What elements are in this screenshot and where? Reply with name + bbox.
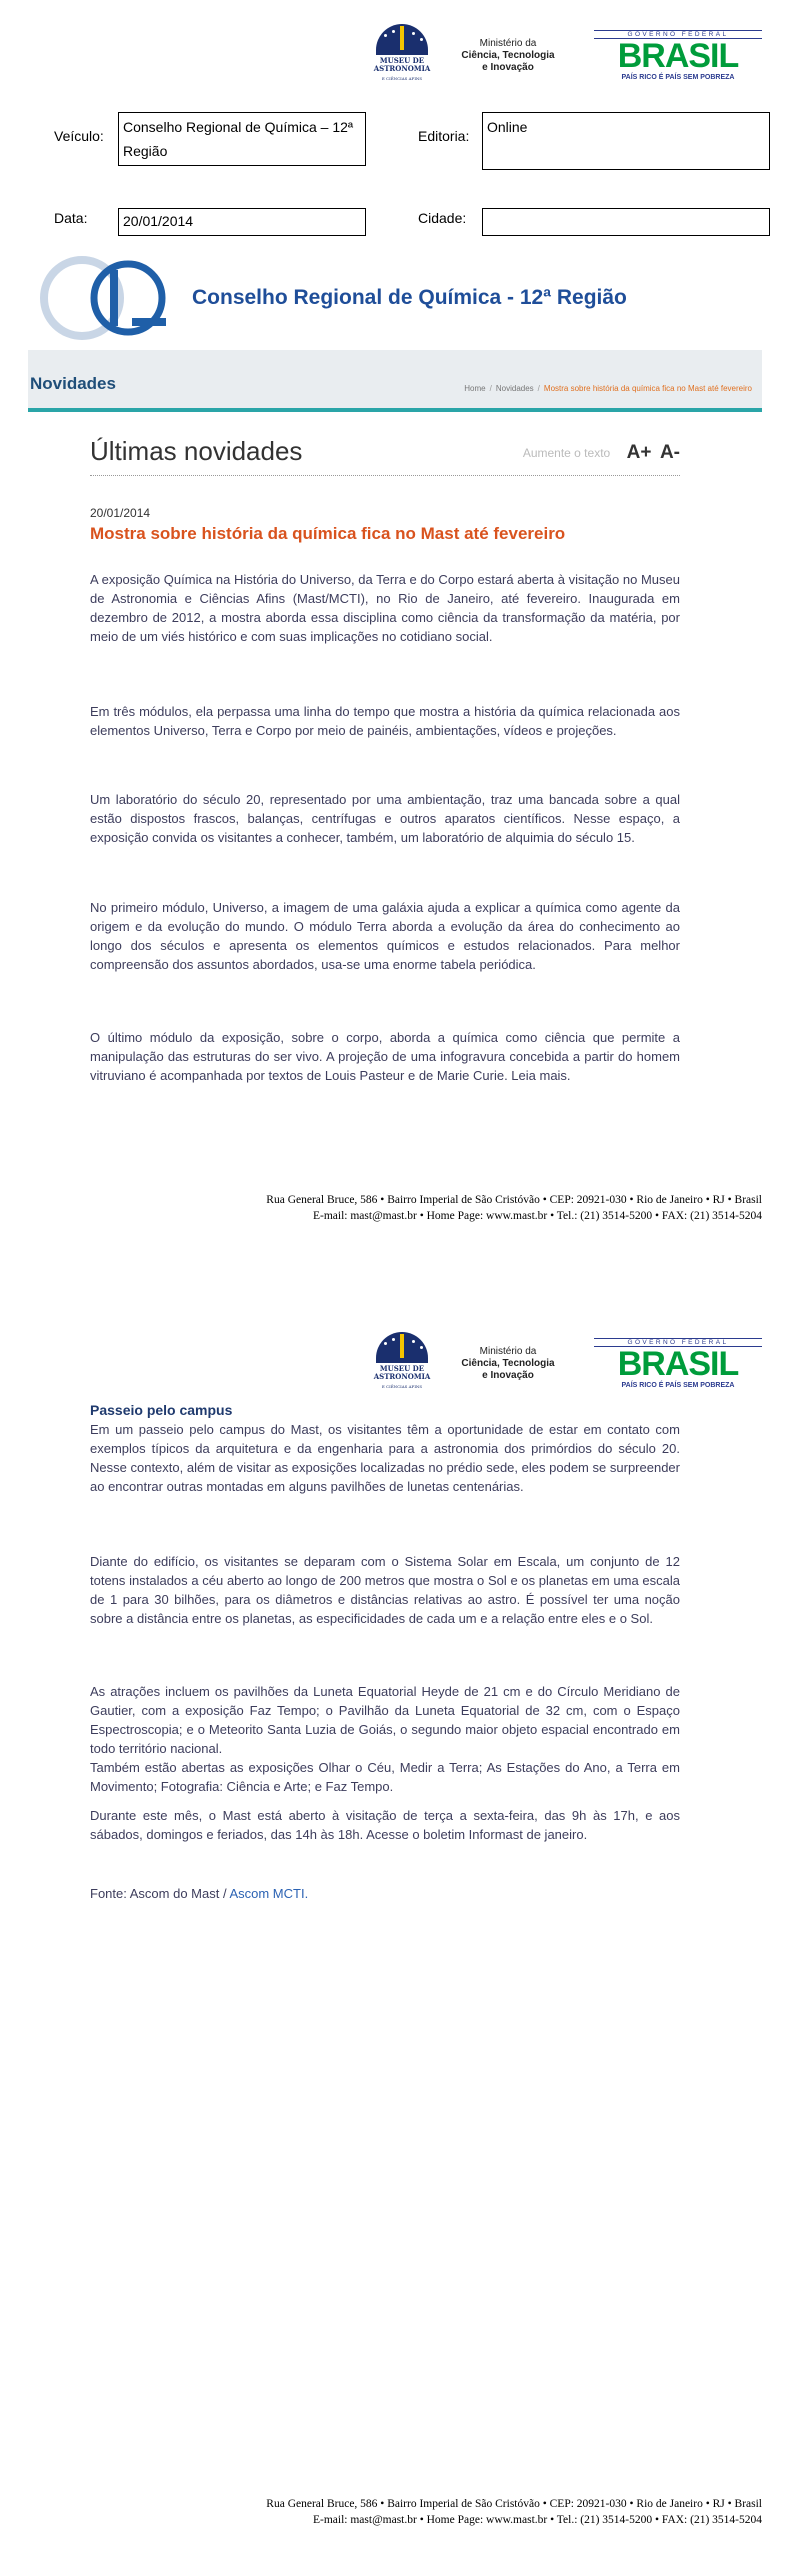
gov-brasil-logo (594, 30, 762, 82)
gov-slogan: PAÍS RICO É PAÍS SEM POBREZA (621, 74, 735, 81)
ministry-line-1: Ministério da (479, 1346, 537, 1357)
article-paragraph: O último módulo da exposição, sobre o corpo, aborda a química como ciência que permite a manipulação das estruturas do ser vivo. A projeção de uma infogravura concebida a partir do homem vitruviano é acompanhada por textos de Louis Pasteur e de Marie Curie. Leia mais. (90, 1030, 680, 1083)
breadcrumb-novidades[interactable]: Novidades (495, 384, 534, 393)
mast-name: MUSEU DE ASTRONOMIA (373, 1364, 431, 1381)
section-bar (28, 350, 762, 412)
data-label: Data: (54, 210, 88, 226)
article-paragraph: Um laboratório do século 20, representado por uma ambientação, traz uma bancada sobre a qual estão dispostos frascos, balanças, centrífugas e outros aparatos científicos. Nesse espaço, a exposição convida os visitantes a conhecer, também, um laboratório de alquimia do século 15. (90, 792, 680, 845)
veiculo-label: Veículo: (54, 128, 104, 144)
breadcrumb: Home / Novidades / Mostra sobre história da química fica no Mast até fevereiro (464, 384, 752, 393)
observatory-dome-icon (376, 1332, 428, 1358)
article-paragraph: As atrações incluem os pavilhões da Luneta Equatorial Heyde de 21 cm e do Círculo Meridiano de Gautier, com a exposição Faz Tempo; o Pavilhão da Luneta Equatorial de 32 cm, com o Espaço Espectroscopia; e o Meteorito Santa Luzia de Goiás, o segundo maior objeto espacial encontrado em todo território nacional. (90, 1684, 680, 1756)
source-line (90, 1884, 680, 1903)
footer (162, 1192, 762, 1224)
article-paragraph: Diante do edifício, os visitantes se deparam com o Sistema Solar em Escala, um conjunto de 12 totens instalados a céu aberto ao longo de 200 metros que mostra o Sol e os planetas em uma escala de 1 para 30 bilhões, para os diâmetros e distâncias relativas ao astro. É possível ter uma noção sobre a distância entre os planetas, as especificidades de cada um e a relação entre eles e o Sol. (90, 1554, 680, 1626)
source-label: Fonte: Ascom do Mast / (90, 1886, 227, 1901)
section-title: Novidades (30, 374, 116, 393)
font-size-controls (523, 442, 680, 464)
mast-logo (370, 24, 434, 86)
mast-logo (370, 1332, 434, 1394)
ministry-line-2: Ciência, Tecnologia (461, 1358, 555, 1369)
article-paragraph: A exposição Química na História do Universo, da Terra e do Corpo estará aberta à visitação no Museu de Astronomia e Ciências Afins (Mast/MCTI), no Rio de Janeiro, até fevereiro. Inaugurada em dezembro de 2012, a mostra aborda essa disciplina como ciência da transformação da matéria, por meio de um viés histórico e com suas implicações no cotidiano social. (90, 572, 680, 644)
gov-top-text: GOVERNO FEDERAL (594, 1338, 762, 1347)
crq-logo-icon (40, 256, 170, 340)
page-title: Últimas novidades (90, 436, 303, 466)
ministry-logo (454, 1346, 562, 1382)
increase-font-button[interactable]: A+ (626, 442, 652, 463)
gov-brasil-word: BRASIL (594, 39, 762, 73)
gov-slogan: PAÍS RICO É PAÍS SEM POBREZA (621, 1382, 735, 1389)
source-link[interactable]: Ascom MCTI. (229, 1886, 309, 1901)
cidade-field[interactable] (482, 208, 770, 236)
breadcrumb-current: Mostra sobre história da química fica no Mast até fevereiro (543, 384, 752, 393)
section-heading: Passeio pelo campus (90, 1402, 233, 1418)
footer-address: Rua General Bruce, 586 • Bairro Imperial de São Cristóvão • CEP: 20921-030 • Rio de Janeiro • RJ • Brasil (266, 1194, 762, 1206)
editoria-label: Editoria: (418, 128, 470, 144)
article-paragraph: Também estão abertas as exposições Olhar o Céu, Medir a Terra; As Estações do Ano, a Terra em Movimento; Fotografia: Ciência e Arte; e Faz Tempo. (90, 1760, 680, 1794)
article-paragraph: No primeiro módulo, Universo, a imagem de uma galáxia ajuda a explicar a química como agente da origem e da evolução do mundo. O módulo Terra aborda a evolução da área do conhecimento ao longo dos séculos e apresenta os elementos químicos e estudos relacionados. Para melhor compreensão dos assuntos abordados, usa-se uma enorme tabela periódica. (90, 900, 680, 972)
footer-address: Rua General Bruce, 586 • Bairro Imperial de São Cristóvão • CEP: 20921-030 • Rio de Janeiro • RJ • Brasil (266, 2498, 762, 2510)
article-paragraph: Durante este mês, o Mast está aberto à visitação de terça a sexta-feira, das 9h às 17h, e aos sábados, domingos e feriados, das 14h às 18h. Acesse o boletim Informast de janeiro. (90, 1808, 680, 1842)
article-title: Mostra sobre história da química fica no Mast até fevereiro (90, 524, 566, 543)
mast-subtitle: E CIÊNCIAS AFINS (381, 76, 423, 81)
veiculo-field[interactable]: Conselho Regional de Química – 12ª Região (118, 112, 366, 166)
ministry-logo (454, 38, 562, 74)
mast-name: MUSEU DE ASTRONOMIA (373, 56, 431, 73)
ministry-line-1: Ministério da (479, 38, 537, 49)
footer-contact: E-mail: mast@mast.br • Home Page: www.mast.br • Tel.: (21) 3514-5200 • FAX: (21) 3514-5204 (312, 1210, 762, 1222)
header-logos (370, 1332, 770, 1394)
font-size-label: Aumente o texto (522, 446, 611, 460)
article-date: 20/01/2014 (90, 506, 151, 520)
decrease-font-button[interactable]: A- (659, 442, 680, 463)
gov-brasil-word: BRASIL (594, 1347, 762, 1381)
data-field[interactable]: 20/01/2014 (118, 208, 366, 236)
page-2 (0, 1278, 800, 2556)
article-paragraph: Em um passeio pelo campus do Mast, os visitantes têm a oportunidade de estar em contato com exemplos típicos da arquitetura e da engenharia para a astronomia dos primórdios do século 20. Nesse contexto, além de visitar as exposições localizadas no prédio sede, eles podem se surpreender ao encontrar outras montadas em alguns pavilhões de lunetas centenárias. (90, 1422, 680, 1494)
ministry-line-3: e Inovação (482, 1370, 534, 1381)
editoria-field[interactable]: Online (482, 112, 770, 170)
gov-brasil-logo (594, 1338, 762, 1390)
observatory-dome-icon (376, 24, 428, 50)
mast-subtitle: E CIÊNCIAS AFINS (381, 1384, 423, 1389)
breadcrumb-home[interactable]: Home (464, 384, 486, 393)
cidade-label: Cidade: (418, 210, 467, 226)
footer-contact: E-mail: mast@mast.br • Home Page: www.mast.br • Tel.: (21) 3514-5200 • FAX: (21) 3514-5204 (312, 2514, 762, 2526)
site-title: Conselho Regional de Química - 12ª Região (192, 286, 627, 309)
article-header (90, 430, 680, 476)
ministry-line-3: e Inovação (482, 62, 534, 73)
ministry-line-2: Ciência, Tecnologia (461, 50, 555, 61)
footer (162, 2496, 762, 2528)
article-paragraph: Em três módulos, ela perpassa uma linha do tempo que mostra a história da química relacionada aos elementos Universo, Terra e Corpo por meio de painéis, ambientações, vídeos e projeções. (90, 704, 680, 738)
gov-top-text: GOVERNO FEDERAL (594, 30, 762, 39)
header-logos (370, 24, 770, 86)
